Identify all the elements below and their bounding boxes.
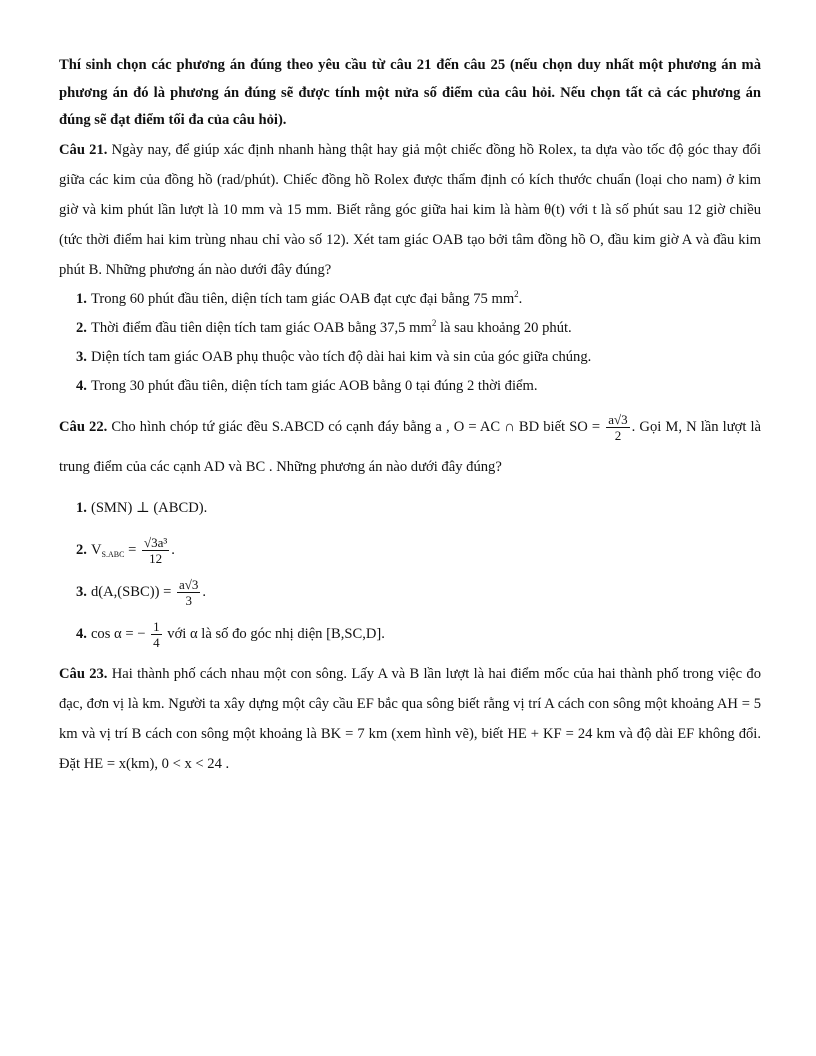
question-23-label: Câu 23. [59, 665, 108, 682]
option-text: Thời điểm đầu tiên diện tích tam giác OAB bằng 37,5 mm [90, 319, 432, 336]
q22-option-1 [76, 487, 761, 529]
q22-option-3 [76, 571, 761, 613]
question-22-text-a: Cho hình chóp tứ giác đều S.ABCD có cạnh đáy bằng a , O = AC ∩ BD biết SO = [111, 418, 601, 435]
fraction-cosine [151, 619, 162, 650]
subscript: S.ABC [101, 549, 125, 559]
q21-option-2 [76, 314, 761, 343]
option-text: Trong 60 phút đầu tiên, diện tích tam giác OAB đạt cực đại bằng 75 mm [90, 290, 515, 307]
question-21-text: Ngày nay, để giúp xác định nhanh hàng thật hay giả một chiếc đồng hồ Rolex, ta dựa vào tốc độ góc thay đổi giữa các kim của đồng hồ (rad/phút). Chiếc đồng hồ Rolex được thẩm định có kích thước chuẩn (loại cho nam) ở kim giờ và kim phút lần lượt là 10 mm và 15 mm. Biết rằng góc giữa hai kim là hàm θ(t) với t là số phút sau 12 giờ chiều (tức thời điểm hai kim trùng nhau chỉ vào số 12). Xét tam giác OAB tạo bởi tâm đồng hồ O, đầu kim giờ A và đầu kim phút B. Những phương án nào dưới đây đúng? [59, 141, 761, 278]
question-22-label: Câu 22. [59, 418, 108, 435]
fraction-volume [142, 535, 169, 566]
q22-option-4 [76, 613, 761, 655]
question-21 [59, 135, 761, 285]
fraction-denominator: 3 [185, 592, 192, 608]
option-number: 2. [76, 541, 87, 558]
q21-option-3 [76, 343, 761, 372]
option-text-end: . [518, 290, 523, 307]
option-text-end: với α là số đo góc nhị diện [B,SC,D]. [167, 625, 385, 642]
fraction-numerator: 1 [153, 618, 160, 634]
option-text: (SMN) ⊥ (ABCD). [90, 499, 208, 516]
question-22-options [59, 487, 761, 655]
option-number: 4. [76, 625, 87, 642]
option-number: 1. [76, 290, 87, 307]
option-number: 4. [76, 377, 87, 394]
document-page [59, 52, 761, 779]
question-21-label: Câu 21. [59, 141, 108, 158]
q21-option-4 [76, 372, 761, 401]
option-text: Trong 30 phút đầu tiên, diện tích tam giác AOB bằng 0 tại đúng 2 thời điểm. [90, 377, 538, 394]
fraction-numerator: a√3 [179, 576, 199, 592]
fraction-denominator: 2 [614, 427, 622, 443]
superscript: 2 [431, 317, 437, 328]
fraction-so [606, 412, 629, 443]
volume-symbol: V [90, 541, 102, 558]
fraction-distance [177, 577, 200, 608]
instructions: Thí sinh chọn các phương án đúng theo yêu cầu từ câu 21 đến câu 25 (nếu chọn duy nhất một phương án mà phương án đó là phương án đúng sẽ được tính một nửa số điểm của câu hỏi. Nếu chọn tất cả các phương án đúng sẽ đạt điểm tối đa của câu hỏi). [59, 57, 761, 128]
fraction-denominator: 12 [149, 550, 163, 566]
equals-sign: = [128, 541, 137, 558]
question-23-text: Hai thành phố cách nhau một con sông. Lấy A và B lần lượt là hai điểm mốc của hai thành phố trong việc đo đạc, đơn vị là km. Người ta xây dựng một cây cầu EF bắc qua sông biết rằng vị trí A cách con sông một khoảng AH = 5 km và vị trí B cách con sông một khoảng là BK = 7 km (xem hình vẽ), biết HE + KF = 24 km và độ dài EF không đổi. Đặt HE = x(km), 0 < x < 24 . [59, 665, 761, 772]
question-21-options [59, 285, 761, 401]
fraction-numerator: a√3 [608, 411, 628, 427]
q22-option-2 [76, 529, 761, 571]
option-text-end: . [202, 583, 207, 600]
question-22 [59, 407, 761, 487]
cosine-expression: cos α = − [90, 625, 146, 642]
question-22-text-b: . Gọi M, N lần lượt là trung điểm của các cạnh AD và BC . Những phương án nào dưới đây đúng? [59, 418, 762, 475]
option-number: 1. [76, 499, 87, 516]
fraction-denominator: 4 [153, 634, 160, 650]
distance-expression: d(A,(SBC)) = [90, 583, 172, 600]
option-text-end: là sau khoảng 20 phút. [436, 319, 572, 336]
q21-option-1 [76, 285, 761, 314]
fraction-numerator: √3a³ [143, 534, 168, 550]
option-number: 2. [76, 319, 87, 336]
option-text-end: . [171, 541, 175, 558]
option-number: 3. [76, 348, 87, 365]
superscript: 2 [514, 288, 519, 299]
option-text: Diện tích tam giác OAB phụ thuộc vào tích độ dài hai kim và sin của góc giữa chúng. [90, 348, 592, 365]
option-number: 3. [76, 583, 87, 600]
question-23 [59, 659, 761, 779]
